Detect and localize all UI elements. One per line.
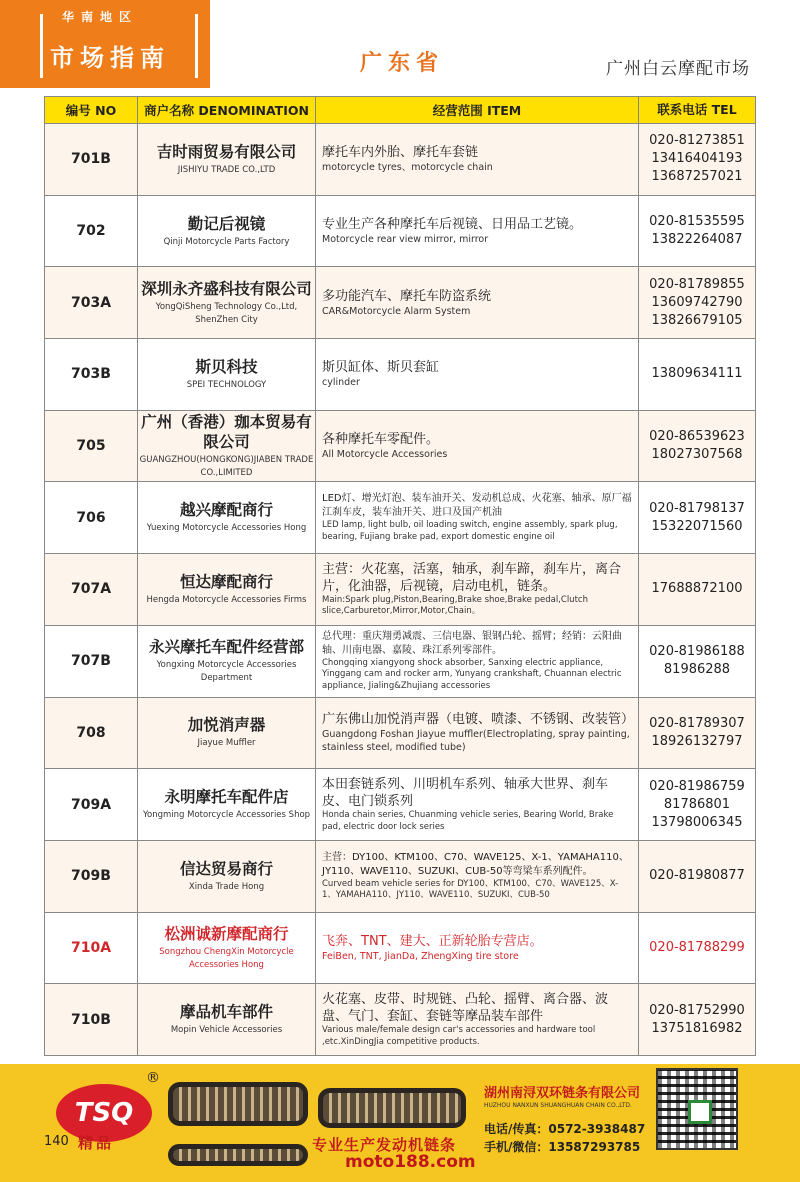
- merchant-number: 702: [45, 195, 138, 267]
- merchant-item-cn: 专业生产各种摩托车后视镜、日用品工艺镜。: [322, 217, 583, 233]
- ad-mobile: 手机/微信：13587293785: [484, 1140, 641, 1154]
- site-watermark[interactable]: moto188.com: [345, 1152, 476, 1172]
- merchant-name-cn: 松洲诚新摩配商行: [164, 924, 289, 943]
- merchant-name-cn: 信达贸易商行: [179, 859, 273, 878]
- jingpin-label: 精品: [78, 1134, 115, 1152]
- phone-number[interactable]: 13809634111: [651, 366, 743, 382]
- ad-phone: 电话/传真：0572-3938487: [484, 1122, 646, 1136]
- merchant-name-cell: [138, 195, 316, 267]
- merchant-name-en: Qinji Motorcycle Parts Factory: [163, 236, 290, 247]
- merchant-item-en: Guangdong Foshan Jiayue muffler(Electroplating, spray painting, stainless steel, modified tube): [322, 729, 630, 754]
- table-row: [45, 410, 756, 482]
- footer-advertisement: [0, 1064, 800, 1182]
- merchant-name-cn: 深圳永齐盛科技有限公司: [141, 279, 312, 298]
- merchant-tel-cell: [639, 697, 756, 769]
- merchant-name-cell: [138, 124, 316, 196]
- phone-number[interactable]: 18027307568: [651, 447, 743, 463]
- merchant-name-en: Xinda Trade Hong: [188, 881, 265, 892]
- phone-number[interactable]: 17688872100: [651, 581, 743, 597]
- table-row: [45, 769, 756, 841]
- merchant-item-cell: [316, 554, 639, 626]
- table-body: [45, 124, 756, 1056]
- table-row: [45, 339, 756, 411]
- merchant-name-cell: [138, 912, 316, 984]
- phone-number[interactable]: 020-81752990: [649, 1002, 745, 1018]
- phone-number[interactable]: 13687257021: [651, 169, 743, 185]
- phone-number[interactable]: 13609742790: [651, 294, 743, 310]
- merchant-name-en: Yuexing Motorcycle Accessories Hong: [146, 523, 307, 534]
- registered-mark: ®: [146, 1070, 160, 1086]
- ad-company-name: 湖州南浔双环链条有限公司: [484, 1086, 641, 1101]
- phone-number[interactable]: 020-81980877: [649, 868, 745, 884]
- merchant-name-cn: 勤记后视镜: [187, 214, 266, 233]
- merchant-tel-cell: [639, 984, 756, 1056]
- phone-number[interactable]: 18926132797: [651, 733, 743, 749]
- phone-number[interactable]: 13416404193: [651, 151, 743, 167]
- merchant-table: [44, 96, 756, 1056]
- merchant-name-cell: [138, 840, 316, 912]
- merchant-item-cell: [316, 195, 639, 267]
- phone-number[interactable]: 020-81789307: [649, 715, 745, 731]
- merchant-tel-cell: [639, 912, 756, 984]
- merchant-item-cn: LED灯、增光灯泡、装车油开关、发动机总成、火花塞、轴承、原厂福江刹车皮，装车油开关、进口及国产机油: [322, 493, 632, 519]
- table-row: [45, 697, 756, 769]
- merchant-name-cn: 摩品机车部件: [179, 1003, 273, 1022]
- merchant-item-cn: 多功能汽车、摩托车防盗系统: [322, 288, 492, 304]
- phone-number[interactable]: 81786801: [663, 796, 731, 812]
- phone-number[interactable]: 13798006345: [651, 814, 743, 830]
- merchant-item-en: Motorcycle rear view mirror, mirror: [322, 234, 489, 246]
- merchant-item-en: Chongqing xiangyong shock absorber, Sanxing electric appliance, Yinggang cam and rocker arm, Yunyang crankshaft, Chuannan electric appliance, Jialing&Zhujiang accessories: [322, 657, 622, 691]
- phone-number[interactable]: 020-81273851: [649, 133, 745, 149]
- merchant-name-en: YongQiSheng Technology Co.,Ltd, ShenZhen City: [155, 301, 298, 325]
- phone-number[interactable]: 020-81788299: [649, 939, 745, 955]
- merchant-tel-cell: [639, 339, 756, 411]
- badge-subtitle: 华南地区: [62, 10, 139, 24]
- merchant-tel-cell: [639, 625, 756, 697]
- merchant-item-cn: 本田套链系列、川明机车系列、轴承大世界、刹车皮、电门锁系列: [322, 777, 609, 810]
- merchant-item-cn: 摩托车内外胎、摩托车套链: [322, 145, 479, 161]
- merchant-number: 703A: [45, 267, 138, 339]
- merchant-number: 709A: [45, 769, 138, 841]
- phone-number[interactable]: 020-81798137: [649, 500, 745, 516]
- section-badge: [0, 0, 210, 88]
- phone-number[interactable]: 13826679105: [651, 312, 743, 328]
- merchant-item-en: motorcycle tyres、motorcycle chain: [322, 162, 493, 174]
- merchant-item-en: CAR&Motorcycle Alarm System: [322, 305, 471, 317]
- merchant-item-cn: 总代理：重庆翔勇减震、三信电器、银钢凸轮、摇臂；经销：云阳曲轴、川南电器、嘉陵、珠江系列零部件。: [322, 630, 622, 656]
- merchant-tel-cell: [639, 267, 756, 339]
- page-number: 140: [44, 1134, 69, 1149]
- chain-image: [168, 1082, 308, 1126]
- merchant-item-cn: 火花塞、皮带、时规链、凸轮、摇臂、离合器、波盘、气门、套缸、套链等摩品装车部件: [322, 992, 609, 1025]
- merchant-tel-cell: [639, 840, 756, 912]
- merchant-item-cell: [316, 697, 639, 769]
- merchant-name-cn: 吉时雨贸易有限公司: [156, 142, 297, 161]
- merchant-name-cell: [138, 625, 316, 697]
- badge-title: 市场指南: [50, 44, 170, 72]
- page-header: [0, 0, 800, 88]
- merchant-name-cn: 广州（香港）珈本贸易有限公司: [141, 413, 312, 452]
- table-row: [45, 482, 756, 554]
- merchant-name-en: Yongming Motorcycle Accessories Shop: [142, 810, 311, 821]
- chain-image: [318, 1088, 466, 1128]
- tsq-logo: TSQ: [56, 1084, 152, 1142]
- merchant-name-cell: [138, 697, 316, 769]
- merchant-item-cell: [316, 625, 639, 697]
- merchant-item-cell: [316, 339, 639, 411]
- merchant-item-en: FeiBen, TNT, JianDa, ZhengXing tire store: [322, 950, 519, 962]
- phone-number[interactable]: 020-81789855: [649, 276, 745, 292]
- merchant-name-cn: 永明摩托车配件店: [164, 788, 289, 807]
- merchant-number: 703B: [45, 339, 138, 411]
- col-header-tel: 联系电话 TEL: [639, 97, 756, 124]
- merchant-name-cell: [138, 410, 316, 482]
- merchant-tel-cell: [639, 195, 756, 267]
- merchant-number: 706: [45, 482, 138, 554]
- merchant-name-cell: [138, 769, 316, 841]
- table-header-row: [45, 97, 756, 124]
- merchant-item-en: cylinder: [322, 377, 360, 389]
- phone-number[interactable]: 81986288: [663, 662, 731, 678]
- merchant-name-en: Songzhou ChengXin Motorcycle Accessories Hong: [159, 946, 294, 970]
- merchant-item-cn: 主营：火花塞，活塞，轴承，刹车蹄，刹车片，离合片，化油器，后视镜，启动电机，链条。: [322, 561, 622, 594]
- merchant-item-cn: 斯贝缸体、斯贝套缸: [322, 360, 440, 376]
- ad-slogan: 专业生产发动机链条: [312, 1136, 457, 1154]
- merchant-number: 705: [45, 410, 138, 482]
- merchant-item-cell: [316, 984, 639, 1056]
- merchant-name-en: Yongxing Motorcycle Accessories Department: [156, 660, 297, 684]
- market-name: 广州白云摩配市场: [606, 59, 750, 79]
- merchant-item-cell: [316, 410, 639, 482]
- merchant-item-en: Various male/female design car's accessories and hardware tool ,etc.XinDingJia competitive products.: [322, 1025, 596, 1047]
- table-row: [45, 625, 756, 697]
- ad-company-name-en: HUZHOU NANXUN SHUANGHUAN CHAIN CO.,LTD.: [484, 1102, 632, 1109]
- merchant-tel-cell: [639, 554, 756, 626]
- merchant-item-en: Honda chain series, Chuanming vehicle series, Bearing World, Brake pad, electric door lock series: [322, 810, 614, 832]
- merchant-number: 701B: [45, 124, 138, 196]
- merchant-name-en: SPEI TECHNOLOGY: [186, 379, 267, 390]
- merchant-item-en: Main:Spark plug,Piston,Bearing,Brake shoe,Brake pedal,Clutch slice,Carburetor,Mirror,Motor,Chain。: [322, 594, 588, 617]
- merchant-tel-cell: [639, 769, 756, 841]
- merchant-tel-cell: [639, 482, 756, 554]
- merchant-item-cn: 飞奔、TNT、建大、正新轮胎专营店。: [322, 933, 543, 949]
- merchant-name-en: GUANGZHOU(HONGKONG)JIABEN TRADE CO.,LIMITED: [139, 455, 314, 479]
- merchant-item-cn: 主营：DY100、KTM100、C70、WAVE125、X-1、YAMAHA110、JY110、WAVE110、SUZUKI、CUB-50等弯梁车系列配件。: [322, 851, 629, 877]
- merchant-item-cell: [316, 124, 639, 196]
- province-title: 广东省: [360, 51, 445, 76]
- merchant-number: 707A: [45, 554, 138, 626]
- merchant-name-en: Jiayue Muffler: [197, 738, 256, 749]
- merchant-tel-cell: [639, 410, 756, 482]
- merchant-number: 710A: [45, 912, 138, 984]
- phone-number[interactable]: 020-86539623: [649, 429, 745, 445]
- merchant-item-cell: [316, 267, 639, 339]
- merchant-name-cn: 加悦消声器: [187, 716, 266, 735]
- col-header-no: 编号 NO: [45, 97, 138, 124]
- merchant-item-cell: [316, 912, 639, 984]
- table-row: [45, 840, 756, 912]
- merchant-name-cn: 永兴摩托车配件经营部: [148, 638, 304, 657]
- table-row: [45, 267, 756, 339]
- merchant-item-en: LED lamp, light bulb, oil loading switch, engine assembly, spark plug, bearing, Fujiang brake pad, export domestic engine oil: [322, 520, 618, 542]
- merchant-item-cell: [316, 769, 639, 841]
- phone-number[interactable]: 020-81986188: [649, 644, 745, 660]
- merchant-number: 708: [45, 697, 138, 769]
- merchant-name-en: JISHIYU TRADE CO.,LTD: [177, 164, 276, 175]
- qr-code-icon: [656, 1068, 738, 1150]
- merchant-name-cell: [138, 482, 316, 554]
- phone-number[interactable]: 13751816982: [651, 1020, 743, 1036]
- merchant-name-cell: [138, 554, 316, 626]
- merchant-name-en: Hengda Motorcycle Accessories Firms: [146, 594, 307, 605]
- merchant-number: 707B: [45, 625, 138, 697]
- phone-number[interactable]: 15322071560: [651, 518, 743, 534]
- merchant-number: 709B: [45, 840, 138, 912]
- phone-number[interactable]: 020-81535595: [649, 214, 745, 230]
- merchant-item-en: Curved beam vehicle series for DY100、KTM100、C70、WAVE125、X-1、YAMAHA110、JY110、WAVE110、SUZUKI、CUB-50: [322, 878, 619, 901]
- col-header-name: 商户名称 DENOMINATION: [138, 97, 316, 124]
- table-row: [45, 912, 756, 984]
- col-header-item: 经营范围 ITEM: [316, 97, 639, 124]
- phone-number[interactable]: 020-81986759: [649, 778, 745, 794]
- merchant-name-cell: [138, 984, 316, 1056]
- merchant-name-cell: [138, 339, 316, 411]
- merchant-name-cn: 恒达摩配商行: [179, 572, 273, 591]
- merchant-item-cell: [316, 840, 639, 912]
- merchant-number: 710B: [45, 984, 138, 1056]
- chain-image: [168, 1144, 308, 1166]
- table-row: [45, 554, 756, 626]
- merchant-item-en: All Motorcycle Accessories: [322, 449, 448, 461]
- merchant-name-cell: [138, 267, 316, 339]
- table-row: [45, 984, 756, 1056]
- merchant-name-en: Mopin Vehicle Accessories: [170, 1025, 283, 1036]
- merchant-name-cn: 越兴摩配商行: [179, 501, 273, 520]
- table-row: [45, 124, 756, 196]
- table-row: [45, 195, 756, 267]
- merchant-name-cn: 斯贝科技: [195, 357, 258, 376]
- merchant-tel-cell: [639, 124, 756, 196]
- merchant-item-cn: 各种摩托车零配件。: [322, 432, 440, 448]
- merchant-item-cell: [316, 482, 639, 554]
- phone-number[interactable]: 13822264087: [651, 232, 743, 248]
- merchant-item-cn: 广东佛山加悦消声器（电镀、喷漆、不锈钢、改装管）: [322, 712, 635, 728]
